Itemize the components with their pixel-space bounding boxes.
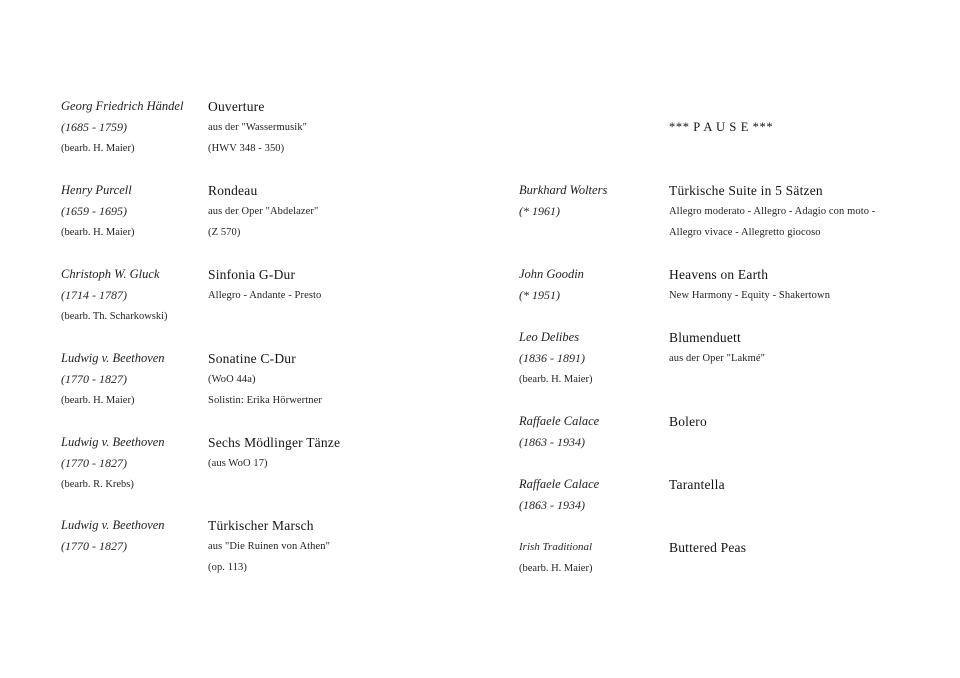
entry-piece (669, 474, 725, 495)
entry-piece (669, 264, 830, 306)
composer-note: (bearb. H. Maier) (519, 563, 593, 574)
entry-composer (61, 180, 134, 243)
entry-composer (519, 264, 584, 306)
entry-piece (208, 432, 340, 474)
entry-composer (519, 327, 592, 390)
entry-composer (61, 264, 168, 327)
composer-note: (bearb. H. Maier) (61, 227, 135, 238)
piece-detail: aus "Die Ruinen von Athen" (208, 541, 330, 552)
composer-dates: (1770 - 1827) (61, 372, 127, 386)
composer-note: (bearb. H. Maier) (519, 374, 593, 385)
entry-piece (669, 327, 765, 369)
entry-composer (61, 348, 165, 411)
entry-piece (208, 515, 330, 578)
piece-title: Tarantella (669, 477, 725, 492)
piece-detail: Solistin: Erika Hörwertner (208, 395, 322, 406)
entry-composer (519, 411, 599, 453)
composer-dates: (1863 - 1934) (519, 498, 585, 512)
piece-title: Türkische Suite in 5 Sätzen (669, 183, 823, 198)
piece-title: Ouverture (208, 99, 265, 114)
pause-label: *** P A U S E *** (669, 120, 774, 134)
piece-detail: (Z 570) (208, 227, 241, 238)
piece-title: Buttered Peas (669, 540, 747, 555)
entry-composer (61, 96, 183, 159)
piece-title: Sechs Mödlinger Tänze (208, 435, 341, 450)
piece-detail: aus der Oper "Abdelazer" (208, 206, 319, 217)
entry-composer (61, 515, 165, 557)
entry-piece (208, 180, 318, 243)
entry-composer (519, 537, 592, 579)
entry-composer (519, 474, 599, 516)
composer-note: (bearb. Th. Scharkowski) (61, 311, 168, 322)
piece-detail: (HWV 348 - 350) (208, 143, 285, 154)
entry-piece (669, 411, 707, 432)
composer-dates: (1659 - 1695) (61, 204, 127, 218)
composer-note: (bearb. H. Maier) (61, 395, 135, 406)
composer-name: Christoph W. Gluck (61, 267, 160, 281)
composer-name: Burkhard Wolters (519, 183, 608, 197)
piece-detail: (aus WoO 17) (208, 458, 268, 469)
entry-composer (519, 180, 607, 222)
piece-title: Sonatine C-Dur (208, 351, 296, 366)
entry-piece (669, 537, 746, 558)
composer-name: Ludwig v. Beethoven (61, 351, 165, 365)
composer-dates: (1770 - 1827) (61, 539, 127, 553)
entry-piece (669, 180, 875, 243)
piece-title: Sinfonia G-Dur (208, 267, 296, 282)
piece-title: Bolero (669, 414, 707, 429)
composer-dates: (* 1951) (519, 288, 560, 302)
composer-name: Leo Delibes (519, 330, 580, 344)
piece-title: Rondeau (208, 183, 258, 198)
composer-name: Ludwig v. Beethoven (61, 518, 165, 532)
composer-dates: (1685 - 1759) (61, 120, 127, 134)
piece-detail: Allegro vivace - Allegretto giocoso (669, 227, 821, 238)
composer-dates: (1714 - 1787) (61, 288, 127, 302)
composer-name: Raffaele Calace (519, 477, 600, 491)
entry-piece (208, 348, 322, 411)
entry-piece (208, 264, 321, 306)
piece-detail: Allegro moderato - Allegro - Adagio con moto - (669, 206, 876, 217)
composer-name: Raffaele Calace (519, 414, 600, 428)
piece-detail: Allegro - Andante - Presto (208, 290, 322, 301)
piece-detail: (WoO 44a) (208, 374, 256, 385)
piece-detail: aus der Oper "Lakmé" (669, 353, 765, 364)
composer-note: (bearb. H. Maier) (61, 143, 135, 154)
composer-name: Georg Friedrich Händel (61, 99, 184, 113)
piece-detail: aus der "Wassermusik" (208, 122, 308, 133)
piece-title: Türkischer Marsch (208, 518, 314, 533)
piece-title: Blumenduett (669, 330, 741, 345)
composer-name: Irish Traditional (519, 541, 593, 553)
composer-name: John Goodin (519, 267, 584, 281)
composer-dates: (* 1961) (519, 204, 560, 218)
entry-piece (208, 96, 307, 159)
composer-dates: (1863 - 1934) (519, 435, 585, 449)
composer-name: Henry Purcell (61, 183, 132, 197)
piece-detail: New Harmony - Equity - Shakertown (669, 290, 831, 301)
composer-name: Ludwig v. Beethoven (61, 435, 165, 449)
piece-detail: (op. 113) (208, 562, 248, 573)
composer-dates: (1836 - 1891) (519, 351, 585, 365)
composer-note: (bearb. R. Krebs) (61, 479, 134, 490)
entry-composer (61, 432, 165, 495)
piece-title: Heavens on Earth (669, 267, 769, 282)
composer-dates: (1770 - 1827) (61, 456, 127, 470)
